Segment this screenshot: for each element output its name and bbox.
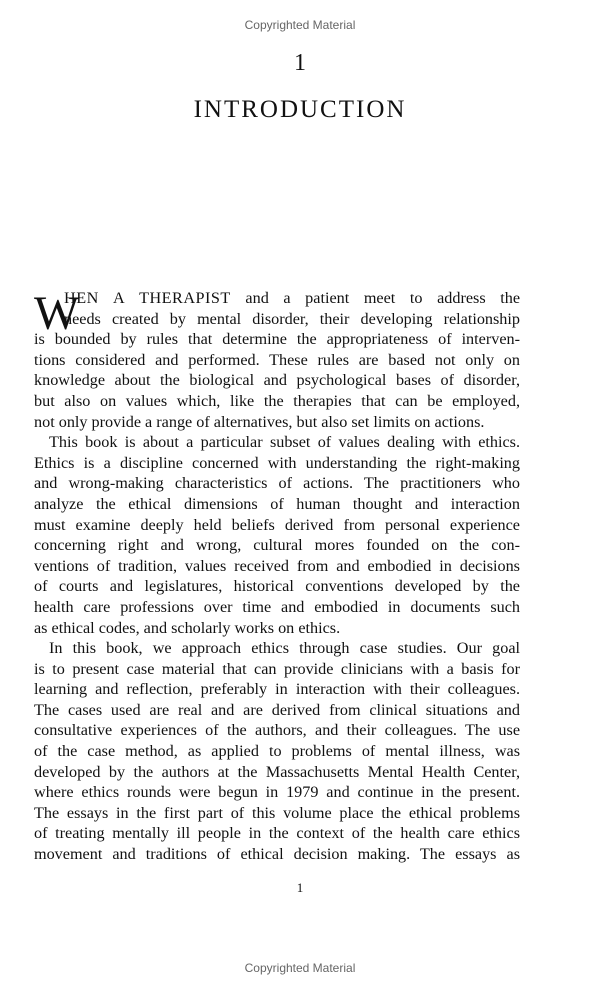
text-line: knowledge about the biological and psychological bases of disorder,	[34, 371, 520, 390]
text-line: concerning right and wrong, cultural mores founded on the con-	[34, 536, 520, 555]
body-text	[34, 288, 520, 865]
text-line: not only provide a range of alternatives, but also set limits on actions.	[34, 412, 485, 431]
chapter-title: INTRODUCTION	[193, 96, 407, 123]
text-line: learning and reflection, preferably in interaction with their colleagues.	[34, 680, 520, 699]
text-line: In this book, we approach ethics through case studies. Our goal	[49, 639, 520, 658]
text-line: is to present case material that can provide clinicians with a basis for	[34, 659, 520, 678]
text-line: where ethics rounds were begun in 1979 and continue in the present.	[34, 783, 520, 802]
text-line	[34, 288, 520, 309]
text-line: Ethics is a discipline concerned with understanding the right-making	[34, 453, 520, 472]
text-line: is bounded by rules that determine the appropriateness of interven-	[34, 330, 520, 349]
text-line: The cases used are real and are derived from clinical situations and	[34, 700, 520, 719]
text-line: of treating mentally ill people in the context of the health care ethics	[34, 824, 520, 843]
text-line: of the case method, as applied to problems of mental illness, was	[34, 742, 520, 761]
text-line: must examine deeply held beliefs derived from personal experience	[34, 515, 520, 534]
copyright-watermark-top: Copyrighted Material	[244, 18, 356, 32]
text-line: ventions of tradition, values received from and embodied in decisions	[34, 556, 520, 575]
text-line: The essays in the first part of this volume place the ethical problems	[34, 803, 520, 822]
text-line: but also on values which, like the therapies that can be employed,	[34, 391, 520, 410]
text-line-segment: and a patient meet to address the	[230, 289, 520, 307]
text-line: consultative experiences of the authors, and their colleagues. The use	[34, 721, 520, 740]
opening-words: HEN A THERAPIST	[64, 289, 231, 307]
text-line: as ethical codes, and scholarly works on ethics.	[34, 618, 341, 637]
text-line: of courts and legislatures, historical conventions developed by the	[34, 577, 520, 596]
chapter-number: 1	[294, 50, 306, 76]
text-line: tions considered and performed. These rules are based not only on	[34, 350, 520, 369]
text-line: and wrong-making characteristics of actions. The practitioners who	[34, 474, 520, 493]
text-line: developed by the authors at the Massachusetts Mental Health Center,	[34, 762, 520, 781]
page-number: 1	[296, 880, 304, 895]
text-line: needs created by mental disorder, their developing relationship	[64, 309, 520, 328]
text-line: This book is about a particular subset of values dealing with ethics.	[49, 433, 520, 452]
text-line: movement and traditions of ethical decision making. The essays as	[34, 845, 520, 864]
text-line: health care professions over time and embodied in documents such	[34, 597, 520, 616]
copyright-watermark-bottom: Copyrighted Material	[244, 961, 356, 975]
drop-cap: W	[34, 287, 80, 340]
text-line: analyze the ethical dimensions of human thought and interaction	[34, 494, 520, 513]
